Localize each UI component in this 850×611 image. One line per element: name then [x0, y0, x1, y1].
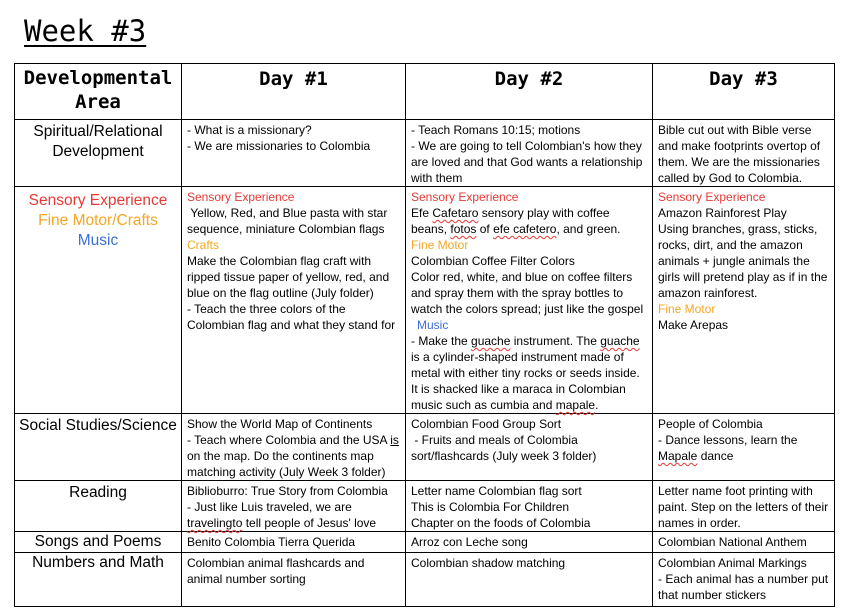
text-part: .: [595, 398, 599, 412]
text-part: , and green.: [556, 222, 621, 236]
text-part: tell people of Jesus' love: [242, 516, 377, 530]
page-title: Week #3: [24, 14, 147, 48]
cell-text: [411, 333, 648, 413]
cell-text: - What is a missionary?: [187, 123, 312, 137]
cell-text: Colombian shadow matching: [411, 556, 566, 570]
text-part: instrument. The: [510, 334, 601, 348]
row-songs: [15, 532, 835, 553]
area-social-studies: [15, 414, 182, 481]
cell-text: Make Arepas: [658, 318, 729, 332]
cell-text: Letter name Colombian flag sort: [411, 484, 582, 498]
text-part: efe cafetero: [493, 222, 557, 236]
section-label-sensory: Sensory Experience: [187, 190, 295, 204]
cell-text: Chapter on the foods of Colombia: [411, 516, 591, 530]
cell-text: Using branches, grass, sticks, rocks, dirt, and the amazon animals + jungle animals the girls will pretend play as if in the amazon rainforest.: [658, 222, 828, 300]
area-label: Numbers and Math: [32, 554, 164, 571]
header-day-1: Day #1: [182, 64, 406, 120]
row-math: [15, 553, 835, 607]
text-part: on the map. Do the continents map matching activity (July Week 3 folder): [187, 433, 403, 479]
cell-text: - Each animal has a number put that number stickers: [658, 572, 829, 602]
cell-text: Letter name foot printing with paint. Step on the letters of their names in order.: [658, 484, 829, 530]
section-label-fine-motor: Fine Motor: [411, 238, 469, 252]
cell-social-day2: [406, 414, 653, 481]
cell-spiritual-day3: [653, 120, 835, 187]
text-part: - Just like Luis traveled, we are: [187, 500, 356, 514]
text-part: is: [390, 433, 399, 447]
cell-text: Colombian animal flashcards and animal number sorting: [187, 556, 365, 586]
text-part: guache: [600, 334, 640, 348]
cell-text: Colombian Coffee Filter Colors: [411, 254, 575, 268]
row-sensory: [15, 187, 835, 414]
section-label-music: Music: [417, 318, 449, 332]
section-label-crafts: Crafts: [187, 238, 220, 252]
text-part: Cafetaro: [432, 206, 479, 220]
cell-songs-day2: [406, 532, 653, 553]
area-reading: [15, 481, 182, 532]
cell-text: [658, 432, 830, 464]
text-part: fotos: [450, 222, 477, 236]
area-label-music: Music: [77, 232, 119, 249]
cell-text: Benito Colombia Tierra Querida: [187, 535, 356, 549]
text-part: dance: [697, 449, 734, 463]
header-day-2: Day #2: [406, 64, 653, 120]
cell-sensory-day3: [653, 187, 835, 414]
header-day-3: Day #3: [653, 64, 835, 120]
cell-spiritual-day2: [406, 120, 653, 187]
cell-social-day3: [653, 414, 835, 481]
text-part: Mapale: [658, 449, 698, 463]
header-row: [15, 64, 835, 120]
cell-text: - We are going to tell Colombian's how they are loved and that God wants a relationship with them: [411, 139, 643, 185]
cell-reading-day3: [653, 481, 835, 532]
area-spiritual: [15, 120, 182, 187]
cell-reading-day2: [406, 481, 653, 532]
cell-text: This is Colombia For Children: [411, 500, 570, 514]
cell-text: People of Colombia: [658, 417, 763, 431]
cell-spiritual-day1: [182, 120, 406, 187]
text-part: - Teach where Colombia and the USA: [187, 433, 391, 447]
cell-text: Biblioburro: True Story from Colombia: [187, 484, 388, 498]
row-social-studies: [15, 414, 835, 481]
text-part: - Dance lessons, learn the: [658, 433, 801, 447]
cell-text: Amazon Rainforest Play: [658, 206, 787, 220]
cell-social-day1: [182, 414, 406, 481]
cell-math-day1: [182, 553, 406, 607]
lesson-plan-table: [14, 63, 835, 607]
text-part: sensory play with coffee beans,: [411, 206, 613, 236]
text-part: of: [476, 222, 494, 236]
section-label-fine-motor: Fine Motor: [658, 302, 716, 316]
area-label: Reading: [69, 484, 127, 501]
cell-text: Yellow, Red, and Blue pasta with star sequence, miniature Colombian flags: [187, 206, 391, 236]
area-label: Spiritual/Relational Development: [33, 123, 163, 160]
cell-text: Colombian Food Group Sort: [411, 417, 562, 431]
cell-text: Colombian National Anthem: [658, 535, 807, 549]
cell-songs-day1: [182, 532, 406, 553]
cell-math-day2: [406, 553, 653, 607]
text-part: - Make the: [411, 334, 472, 348]
cell-reading-day1: [182, 481, 406, 532]
cell-songs-day3: [653, 532, 835, 553]
cell-sensory-day2: [406, 187, 653, 414]
row-reading: [15, 481, 835, 532]
text-part: guache: [471, 334, 511, 348]
cell-text: - We are missionaries to Colombia: [187, 139, 371, 153]
cell-text: Arroz con Leche song: [411, 535, 528, 549]
area-sensory-finemotor-music: [15, 187, 182, 414]
cell-text: [187, 499, 401, 531]
cell-text: Color red, white, and blue on coffee filters and spray them with the spray bottles to watch the colors spread; just like the gospel: [411, 270, 644, 316]
area-label-fine-motor: Fine Motor/Crafts: [38, 212, 158, 229]
area-label: Social Studies/Science: [19, 417, 177, 434]
section-label-sensory: Sensory Experience: [411, 190, 519, 204]
text-part: is a cylinder-shaped instrument made of metal with either tiny rocks or seeds inside. It is shacked like a maraca in Colombian music such as cumbia and: [411, 334, 644, 412]
area-label-sensory: Sensory Experience: [28, 192, 168, 209]
cell-text: Bible cut out with Bible verse and make footprints overtop of them. We are the missionaries called by God to Colombia.: [658, 123, 821, 185]
area-label: Songs and Poems: [34, 533, 162, 550]
text-part: mapale: [555, 398, 596, 412]
cell-text: Show the World Map of Continents: [187, 417, 373, 431]
area-math: [15, 553, 182, 607]
cell-text: [411, 205, 648, 237]
cell-text: [187, 432, 401, 480]
cell-sensory-day1: [182, 187, 406, 414]
cell-text: Make the Colombian flag craft with ripped tissue paper of yellow, red, and blue on the flag outline (July folder): [187, 254, 390, 300]
header-developmental-area: Developmental Area: [15, 64, 182, 120]
text-part: travelingto: [187, 516, 243, 530]
cell-text: Colombian Animal Markings: [658, 556, 807, 570]
section-label-sensory: Sensory Experience: [658, 190, 766, 204]
area-songs: [15, 532, 182, 553]
row-spiritual: [15, 120, 835, 187]
cell-text: - Teach Romans 10:15; motions: [411, 123, 581, 137]
cell-text: - Fruits and meals of Colombia sort/flashcards (July week 3 folder): [411, 433, 597, 463]
text-part: Efe: [411, 206, 433, 220]
cell-text: - Teach the three colors of the Colombian flag and what they stand for: [187, 302, 396, 332]
cell-math-day3: [653, 553, 835, 607]
